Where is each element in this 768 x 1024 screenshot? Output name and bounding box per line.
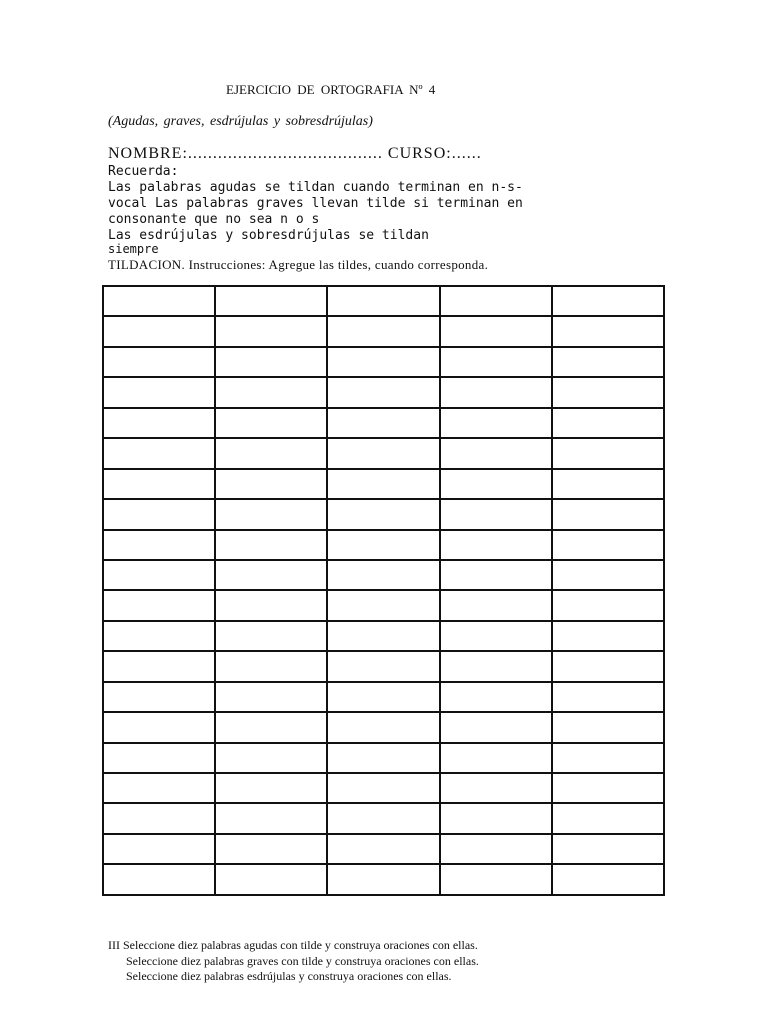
grid-cell <box>103 712 215 742</box>
grid-cell <box>215 408 327 438</box>
grid-cell <box>552 438 664 468</box>
grid-cell <box>440 743 552 773</box>
grid-row <box>103 438 664 468</box>
grid-cell <box>215 438 327 468</box>
grid-cell <box>327 347 439 377</box>
grid-cell <box>327 651 439 681</box>
grid-cell <box>440 408 552 438</box>
grid-row <box>103 682 664 712</box>
grid-cell <box>552 469 664 499</box>
grid-cell <box>440 347 552 377</box>
grid-cell <box>215 621 327 651</box>
grid-cell <box>552 316 664 346</box>
grid-cell <box>327 316 439 346</box>
grid-cell <box>327 530 439 560</box>
grid-cell <box>215 682 327 712</box>
grid-row <box>103 803 664 833</box>
grid-cell <box>215 803 327 833</box>
grid-cell <box>215 712 327 742</box>
rule-line-5: siempre <box>108 242 159 256</box>
grid-cell <box>552 560 664 590</box>
exercise-title: EJERCICIO DE ORTOGRAFIA Nº 4 <box>226 82 436 97</box>
grid-cell <box>552 803 664 833</box>
grid-cell <box>440 316 552 346</box>
grid-cell <box>440 438 552 468</box>
rule-line-4: Las esdrújulas y sobresdrújulas se tildan <box>108 228 429 243</box>
grid-cell <box>552 712 664 742</box>
footer-line-2: Seleccione diez palabras graves con tilde y construya oraciones con ellas. <box>126 954 479 968</box>
grid-cell <box>440 469 552 499</box>
grid-cell <box>103 803 215 833</box>
grid-cell <box>103 377 215 407</box>
grid-cell <box>327 499 439 529</box>
grid-cell <box>327 682 439 712</box>
answer-grid <box>102 285 665 896</box>
grid-cell <box>552 530 664 560</box>
rule-line-1: Las palabras agudas se tildan cuando terminan en n-s- <box>108 180 523 195</box>
grid-row <box>103 621 664 651</box>
grid-cell <box>552 590 664 620</box>
grid-cell <box>215 651 327 681</box>
grid-cell <box>103 316 215 346</box>
grid-cell <box>552 682 664 712</box>
grid-cell <box>327 834 439 864</box>
grid-cell <box>103 530 215 560</box>
grid-cell <box>215 316 327 346</box>
name-course-line: NOMBRE:....................................... CURSO:...... <box>108 145 482 162</box>
grid-row <box>103 743 664 773</box>
grid-cell <box>440 864 552 895</box>
grid-cell <box>552 347 664 377</box>
grid-row <box>103 864 664 895</box>
grid-cell <box>440 286 552 316</box>
grid-cell <box>327 286 439 316</box>
grid-cell <box>440 803 552 833</box>
grid-row <box>103 408 664 438</box>
grid-cell <box>215 469 327 499</box>
grid-row <box>103 499 664 529</box>
grid-cell <box>440 651 552 681</box>
grid-cell <box>440 590 552 620</box>
grid-cell <box>103 682 215 712</box>
grid-cell <box>215 560 327 590</box>
grid-cell <box>440 834 552 864</box>
grid-row <box>103 834 664 864</box>
grid-cell <box>215 743 327 773</box>
grid-cell <box>103 651 215 681</box>
grid-cell <box>103 408 215 438</box>
grid-cell <box>440 712 552 742</box>
grid-row <box>103 590 664 620</box>
grid-cell <box>327 773 439 803</box>
grid-cell <box>440 773 552 803</box>
grid-cell <box>103 286 215 316</box>
grid-cell <box>440 682 552 712</box>
grid-cell <box>103 347 215 377</box>
rule-line-2: vocal Las palabras graves llevan tilde si terminan en <box>108 196 523 211</box>
grid-cell <box>440 377 552 407</box>
grid-cell <box>215 864 327 895</box>
recuerda-label: Recuerda: <box>108 164 179 179</box>
grid-cell <box>103 438 215 468</box>
grid-cell <box>327 712 439 742</box>
grid-cell <box>327 469 439 499</box>
grid-cell <box>327 621 439 651</box>
grid-row <box>103 651 664 681</box>
grid-cell <box>552 408 664 438</box>
grid-cell <box>552 651 664 681</box>
grid-cell <box>103 560 215 590</box>
grid-row <box>103 712 664 742</box>
grid-cell <box>103 864 215 895</box>
grid-cell <box>215 773 327 803</box>
grid-cell <box>215 530 327 560</box>
grid-cell <box>327 803 439 833</box>
grid-row <box>103 530 664 560</box>
grid-cell <box>215 286 327 316</box>
grid-cell <box>103 773 215 803</box>
grid-cell <box>215 377 327 407</box>
grid-cell <box>103 743 215 773</box>
grid-cell <box>327 560 439 590</box>
grid-cell <box>103 621 215 651</box>
exercise-subtitle: (Agudas, graves, esdrújulas y sobresdrújulas) <box>108 114 373 129</box>
grid-cell <box>103 834 215 864</box>
grid-cell <box>327 864 439 895</box>
grid-cell <box>552 834 664 864</box>
grid-row <box>103 560 664 590</box>
grid-cell <box>552 377 664 407</box>
grid-cell <box>215 590 327 620</box>
instructions-line: TILDACION. Instrucciones: Agregue las tildes, cuando corresponda. <box>108 257 489 272</box>
grid-cell <box>327 590 439 620</box>
grid-cell <box>327 408 439 438</box>
grid-cell <box>440 499 552 529</box>
grid-row <box>103 377 664 407</box>
grid-row <box>103 286 664 316</box>
grid-cell <box>440 621 552 651</box>
grid-cell <box>552 743 664 773</box>
grid-cell <box>215 499 327 529</box>
grid-cell <box>327 377 439 407</box>
grid-cell <box>440 530 552 560</box>
grid-cell <box>103 499 215 529</box>
rule-line-3: consonante que no sea n o s <box>108 212 320 227</box>
grid-cell <box>327 438 439 468</box>
grid-cell <box>440 560 552 590</box>
footer-line-3: Seleccione diez palabras esdrújulas y construya oraciones con ellas. <box>126 969 452 983</box>
grid-cell <box>327 743 439 773</box>
grid-cell <box>103 469 215 499</box>
grid-row <box>103 773 664 803</box>
grid-cell <box>552 286 664 316</box>
grid-cell <box>552 621 664 651</box>
grid-cell <box>552 499 664 529</box>
grid-row <box>103 316 664 346</box>
grid-cell <box>215 834 327 864</box>
grid-row <box>103 469 664 499</box>
grid-cell <box>552 773 664 803</box>
grid-cell <box>552 864 664 895</box>
grid-row <box>103 347 664 377</box>
grid-cell <box>103 590 215 620</box>
grid-cell <box>215 347 327 377</box>
footer-line-1: III Seleccione diez palabras agudas con tilde y construya oraciones con ellas. <box>108 938 478 952</box>
